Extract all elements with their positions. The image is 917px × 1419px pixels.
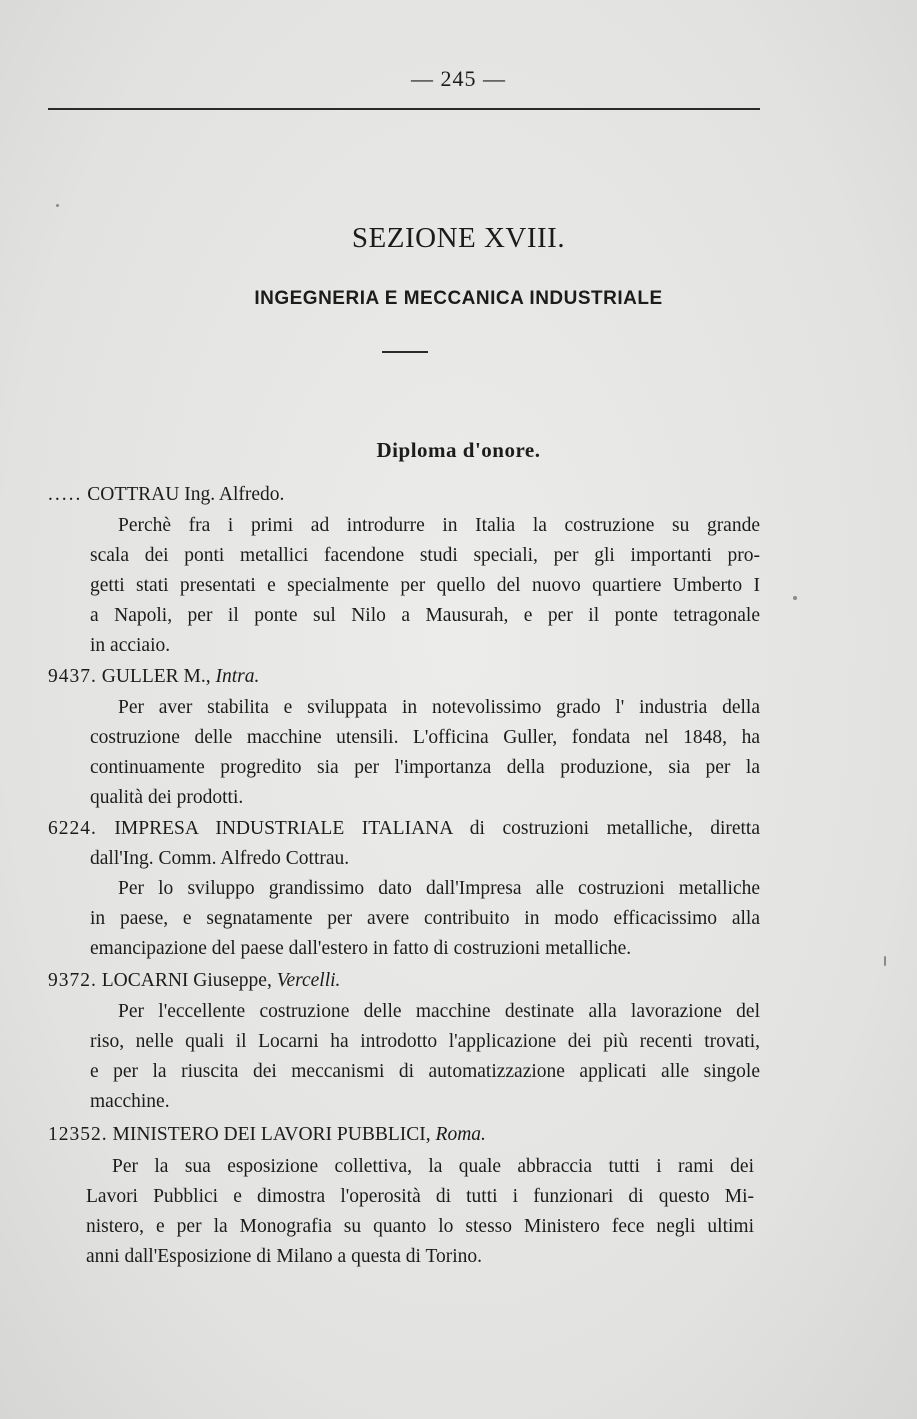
entry-name: IMPRESA INDUSTRIALE ITALIANA [114,818,453,839]
entry-location: Roma. [435,1124,486,1145]
entry-text-line: continuamente progredito sia per l'importanza della produzione, sia per la [90,757,760,778]
entry-number: 12352. [48,1124,108,1145]
header-rule [48,108,760,110]
entry-number: 9372. [48,970,97,991]
entry-text-line: Per l'eccellente costruzione delle macchine destinate alla lavorazione del [118,1001,760,1022]
entry-text-line: emancipazione del paese dall'estero in fatto di costruzioni metalliche. [90,938,632,959]
entry-number: 6224. [48,818,97,839]
entry-text-line: getti stati presentati e specialmente per quello del nuovo quartiere Umberto I [90,575,760,596]
paper-speck [793,596,797,600]
entry-text-line: macchine. [90,1091,170,1112]
section-title: SEZIONE XVIII. [351,222,566,254]
paper-speck [884,956,886,966]
award-title: Diploma d'onore. [376,438,541,462]
entry-number: ..... [48,484,83,505]
section-subtitle: INGEGNERIA E MECCANICA INDUSTRIALE [254,288,663,309]
entry-text-line: a Napoli, per il ponte sul Nilo a Mausurah, e per il ponte tetragonale [90,605,760,626]
entry-text-line: costruzione delle macchine utensili. L'officina Guller, fondata nel 1848, ha [90,727,760,748]
entry-text-line: in acciaio. [90,635,171,656]
paper-speck [56,204,59,207]
entry-location: Intra. [215,666,260,687]
entry-name: COTTRAU Ing. Alfredo. [87,484,285,505]
entry-heading [48,484,284,506]
entry-heading [48,1124,486,1146]
entry-name: LOCARNI Giuseppe, [101,970,272,991]
entry-text-line: qualità dei prodotti. [90,787,244,808]
entry-name: MINISTERO DEI LAVORI PUBBLICI, [112,1124,431,1145]
entry-heading [48,818,760,840]
entry-heading [48,970,340,992]
entry-text-line: Perchè fra i primi ad introdurre in Italia la costruzione su grande [118,515,760,536]
entry-text-line: e per la riuscita dei meccanismi di automatizzazione applicati alle singole [90,1061,760,1082]
divider-rule [382,351,428,353]
entry-name-line: dall'Ing. Comm. Alfredo Cottrau. [90,848,350,869]
entry-name: GULLER M., [101,666,211,687]
entry-text-line: scala dei ponti metallici facendone studi speciali, per gli importanti pro- [90,545,760,566]
entry-number: 9437. [48,666,97,687]
entry-text-line: anni dall'Esposizione di Milano a questa di Torino. [86,1246,483,1267]
entry-text-line: riso, nelle quali il Locarni ha introdotto l'applicazione dei più recenti trovati, [90,1031,760,1052]
entry-text-line: Per la sua esposizione collettiva, la quale abbraccia tutti i rami dei [112,1156,754,1177]
entry-text-line: Per lo sviluppo grandissimo dato dall'Impresa alle costruzioni metalliche [118,878,760,899]
page-number: — 245 — [411,66,506,91]
entry-name-suffix: di costruzioni metalliche, diretta [469,818,761,839]
entry-text-line: in paese, e segnatamente per avere contribuito in modo efficacissimo alla [90,908,760,929]
entry-text-line: Per aver stabilita e sviluppata in notevolissimo grado l' industria della [118,697,760,718]
entry-text-line: nistero, e per la Monografia su quanto lo stesso Ministero fece negli ultimi [86,1216,754,1237]
entry-location: Vercelli. [276,970,341,991]
entry-text-line: Lavori Pubblici e dimostra l'operosità di tutti i funzionari di questo Mi- [86,1186,754,1207]
entry-heading [48,666,259,688]
